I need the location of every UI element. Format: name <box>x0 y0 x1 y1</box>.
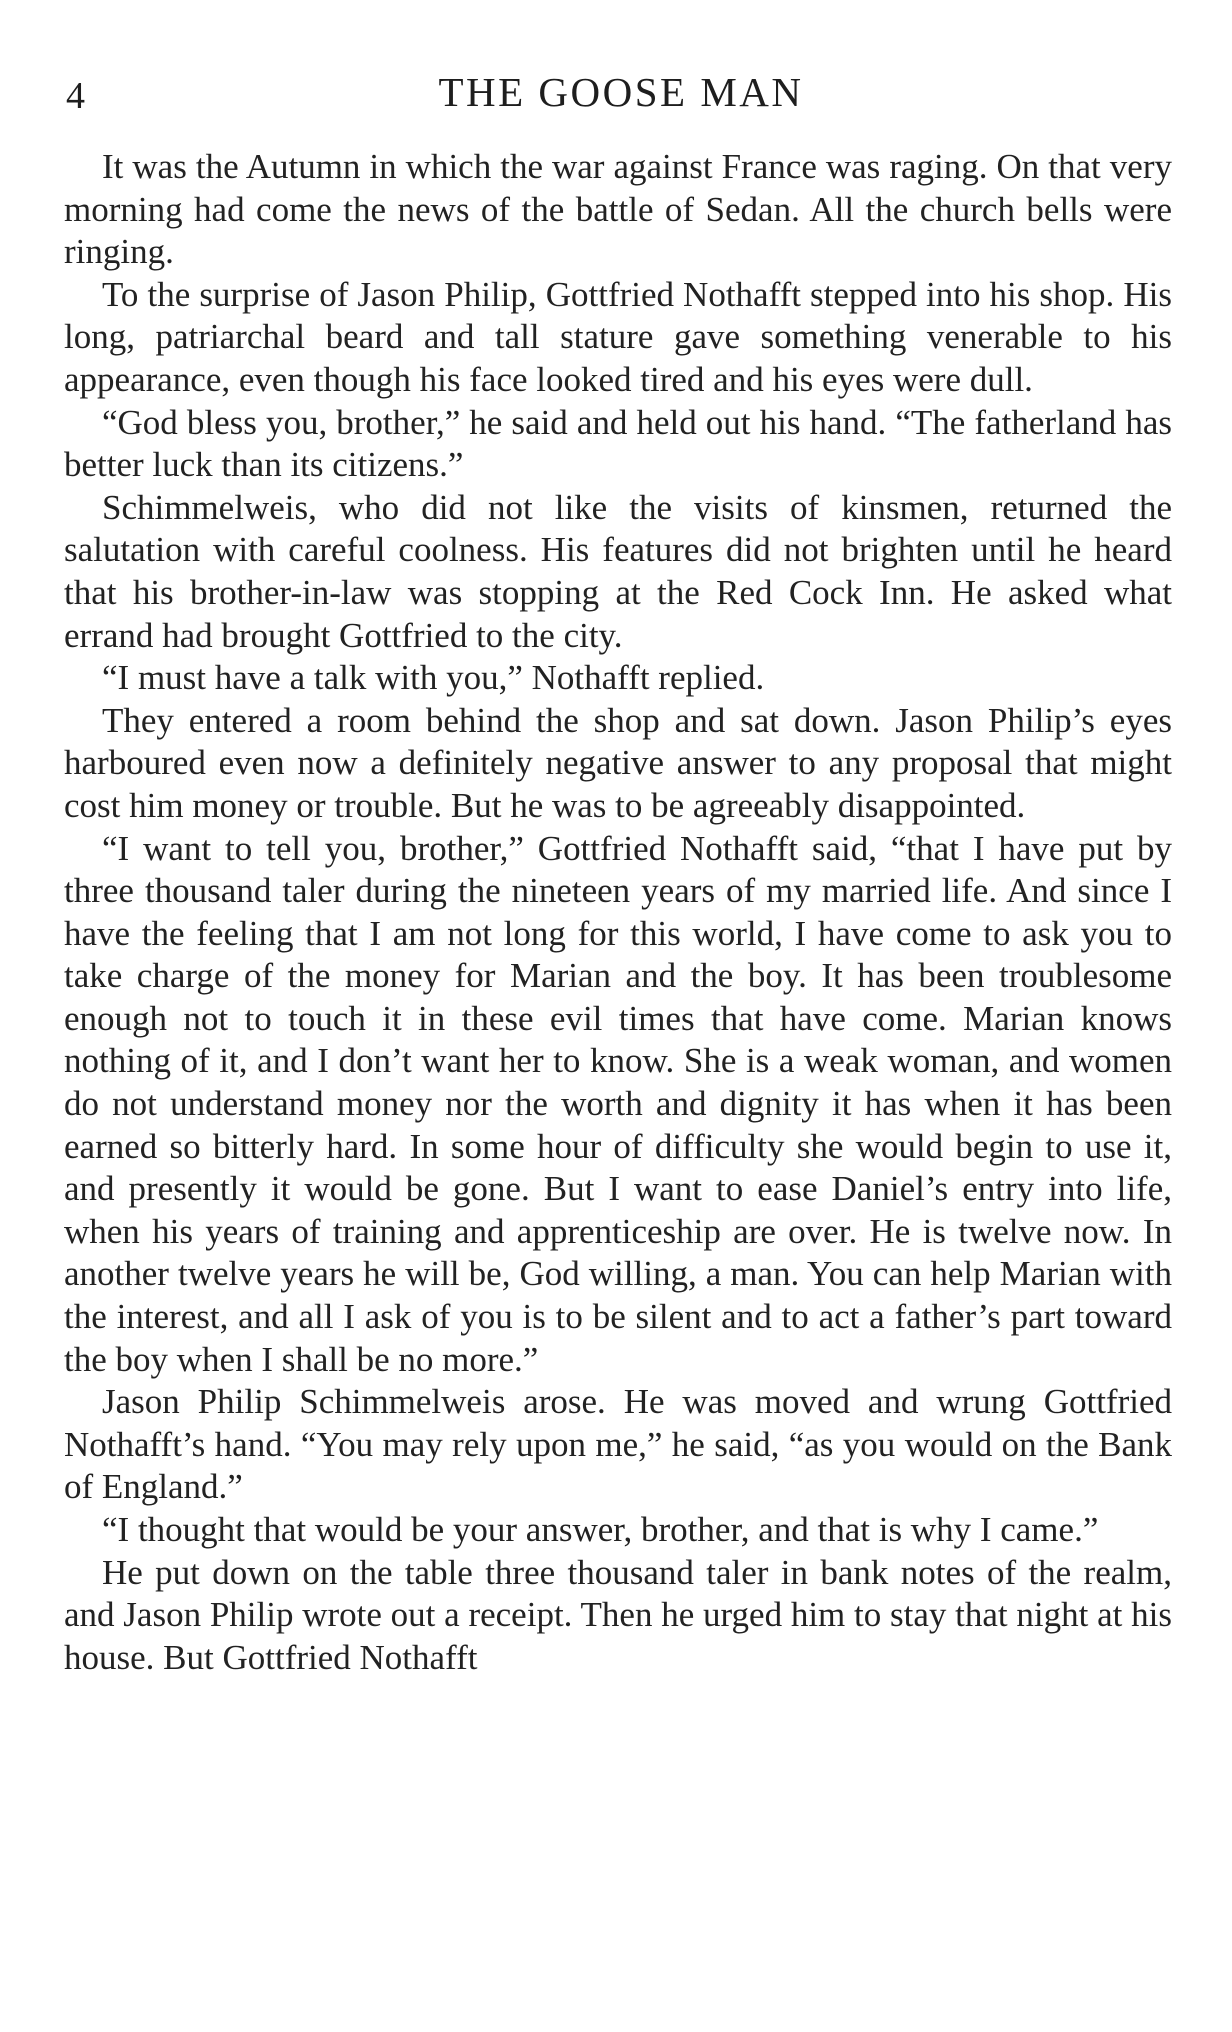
page-number: 4 <box>66 75 85 117</box>
paragraph: “I want to tell you, brother,” Gottfried Nothafft said, “that I have put by three thousand taler during the nineteen years of my married life. And since I have the feeling that I am not long for this world, I have come to ask you to take charge of the money for Marian and the boy. It has been troublesome enough not to touch it in these evil times that have come. Marian knows nothing of it, and I don’t want her to know. She is a weak woman, and women do not understand money nor the worth and dignity it has when it has been earned so bitterly hard. In some hour of difficulty she would begin to use it, and presently it would be gone. But I want to ease Daniel’s entry into life, when his years of training and apprenticeship are over. He is twelve now. In another twelve years he will be, God willing, a man. You can help Marian with the interest, and all I ask of you is to be silent and to act a father’s part toward the boy when I shall be no more.” <box>64 828 1172 1379</box>
paragraph: It was the Autumn in which the war against France was raging. On that very morning had come the news of the battle of Sedan. All the church bells were ringing. <box>64 147 1172 272</box>
running-head: THE GOOSE MAN <box>438 69 804 115</box>
paragraph: They entered a room behind the shop and sat down. Jason Philip’s eyes harboured even now a definitely negative answer to any proposal that might cost him money or trouble. But he was to be agreeably disappointed. <box>64 700 1172 825</box>
paragraph: “I must have a talk with you,” Nothafft replied. <box>102 658 765 698</box>
paragraph: Jason Philip Schimmelweis arose. He was moved and wrung Gottfried Nothafft’s hand. “You may rely upon me,” he said, “as you would on the Bank of England.” <box>64 1382 1172 1507</box>
paragraph: “God bless you, brother,” he said and held out his hand. “The fatherland has better luck than its citizens.” <box>64 402 1172 485</box>
paragraph: “I thought that would be your answer, brother, and that is why I came.” <box>102 1510 1099 1549</box>
body-text <box>64 146 1172 1679</box>
page-header <box>66 68 1176 128</box>
paragraph: Schimmelweis, who did not like the visits of kinsmen, returned the salutation with careful coolness. His features did not brighten until he heard that his brother-in-law was stopping at the Red Cock Inn. He asked what errand had brought Gottfried to the city. <box>64 487 1172 655</box>
paragraph: He put down on the table three thousand taler in bank notes of the realm, and Jason Philip wrote out a receipt. Then he urged him to stay that night at his house. But Gottfried Nothafft <box>64 1552 1172 1677</box>
paragraph: To the surprise of Jason Philip, Gottfried Nothafft stepped into his shop. His long, patriarchal beard and tall stature gave something venerable to his appearance, even though his face looked tired and his eyes were dull. <box>64 274 1172 399</box>
